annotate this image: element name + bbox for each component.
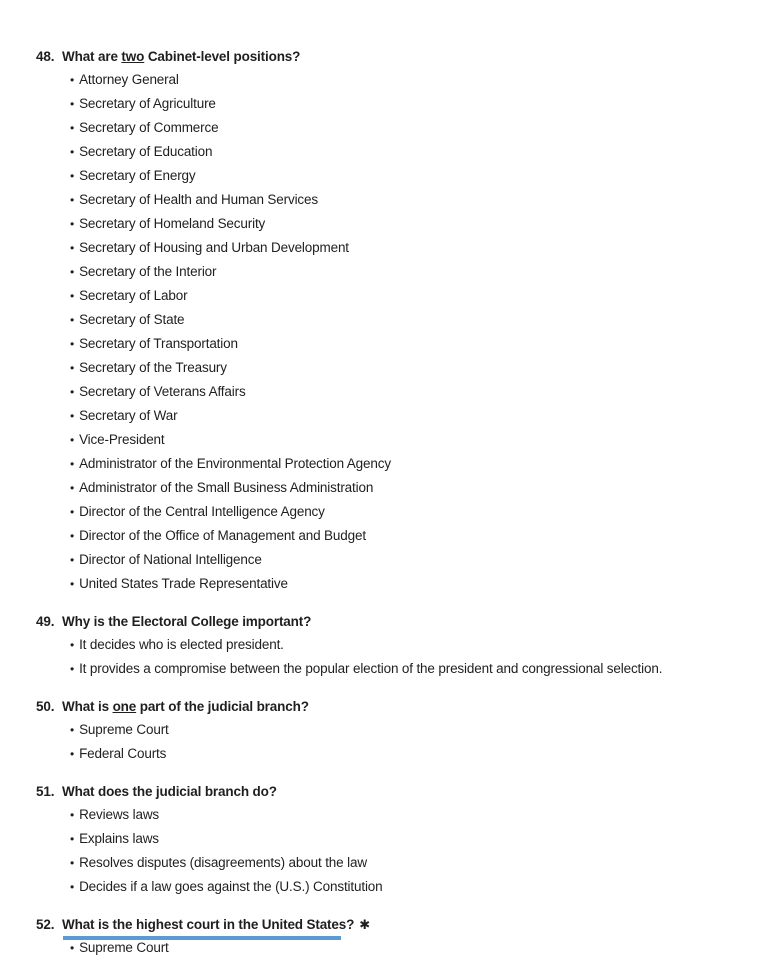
answer-item <box>70 524 728 548</box>
question-text-segment: Cabinet-level positions? <box>144 49 301 64</box>
bullet-icon: • <box>70 313 75 327</box>
answer-text: Supreme Court <box>79 722 169 737</box>
answer-text: Explains laws <box>79 831 159 846</box>
answer-text: Resolves disputes (disagreements) about the law <box>79 855 367 870</box>
question-number: 52. <box>36 917 55 932</box>
bullet-icon: • <box>70 385 75 399</box>
question-text-segment: part of the judicial branch? <box>136 699 309 714</box>
answer-text: Administrator of the Environmental Protection Agency <box>79 456 391 471</box>
answer-item <box>70 827 728 851</box>
answer-item <box>70 428 728 452</box>
answers-list <box>36 803 728 899</box>
answer-text: Attorney General <box>79 72 179 87</box>
question-block <box>36 695 728 766</box>
answer-item <box>70 476 728 500</box>
answer-item <box>70 572 728 596</box>
star-icon: ✱ <box>359 917 370 932</box>
answer-item <box>70 92 728 116</box>
answer-text: Secretary of Transportation <box>79 336 238 351</box>
question-number: 48. <box>36 49 55 64</box>
bullet-icon: • <box>70 553 75 567</box>
question-number: 49. <box>36 614 55 629</box>
answer-text: Secretary of Commerce <box>79 120 219 135</box>
answer-item <box>70 260 728 284</box>
answers-list <box>36 68 728 596</box>
answer-item <box>70 500 728 524</box>
underlined-word: two <box>121 49 145 64</box>
bullet-icon: • <box>70 241 75 255</box>
answers-list <box>36 718 728 766</box>
bullet-icon: • <box>70 662 75 676</box>
answer-item <box>70 380 728 404</box>
question-text <box>62 913 370 936</box>
answer-item <box>70 356 728 380</box>
bullet-icon: • <box>70 723 75 737</box>
question-text <box>62 695 309 718</box>
answer-item <box>70 236 728 260</box>
bullet-icon: • <box>70 337 75 351</box>
question-block <box>36 45 728 596</box>
answer-text: Federal Courts <box>79 746 167 761</box>
bullet-icon: • <box>70 193 75 207</box>
question-line <box>36 913 728 936</box>
question-text-segment: What does the judicial branch do? <box>62 784 277 799</box>
question-line <box>36 780 728 803</box>
bullet-icon: • <box>70 265 75 279</box>
answer-text: Secretary of Agriculture <box>79 96 216 111</box>
answer-item <box>70 742 728 766</box>
question-line <box>36 695 728 718</box>
answer-item <box>70 164 728 188</box>
question-text <box>62 45 300 68</box>
bullet-icon: • <box>70 481 75 495</box>
bullet-icon: • <box>70 169 75 183</box>
bullet-icon: • <box>70 145 75 159</box>
answer-item <box>70 657 728 681</box>
answer-text: Director of the Office of Management and Budget <box>79 528 366 543</box>
answer-text: Secretary of Education <box>79 144 213 159</box>
answer-text: Decides if a law goes against the (U.S.) Constitution <box>79 879 383 894</box>
answer-text: It provides a compromise between the popular election of the president and congressional selection. <box>79 661 663 676</box>
answer-item <box>70 633 728 657</box>
answer-text: It decides who is elected president. <box>79 637 284 652</box>
bullet-icon: • <box>70 856 75 870</box>
bullet-icon: • <box>70 880 75 894</box>
bullet-icon: • <box>70 505 75 519</box>
answer-text: Secretary of the Interior <box>79 264 217 279</box>
answer-item <box>70 212 728 236</box>
answer-item <box>70 803 728 827</box>
answer-text: Secretary of Housing and Urban Development <box>79 240 349 255</box>
answer-text: Director of National Intelligence <box>79 552 262 567</box>
answer-item <box>70 68 728 92</box>
answer-item <box>70 284 728 308</box>
bullet-icon: • <box>70 941 75 955</box>
bullet-icon: • <box>70 529 75 543</box>
question-line <box>36 45 728 68</box>
answer-text: Reviews laws <box>79 807 160 822</box>
answer-item <box>70 308 728 332</box>
answers-list <box>36 633 728 681</box>
questions-list <box>36 45 728 960</box>
bullet-icon: • <box>70 457 75 471</box>
answer-text: Supreme Court <box>79 940 169 955</box>
bullet-icon: • <box>70 832 75 846</box>
bullet-icon: • <box>70 808 75 822</box>
bullet-icon: • <box>70 638 75 652</box>
answer-text: Secretary of the Treasury <box>79 360 227 375</box>
answer-item <box>70 718 728 742</box>
answer-item <box>70 332 728 356</box>
question-text-segment: What is the highest court in the United States? <box>62 917 355 932</box>
answer-item <box>70 140 728 164</box>
bullet-icon: • <box>70 289 75 303</box>
bullet-icon: • <box>70 73 75 87</box>
underlined-word: one <box>112 699 137 714</box>
answer-text: Secretary of Energy <box>79 168 196 183</box>
question-block <box>36 780 728 899</box>
answer-text: Vice-President <box>79 432 165 447</box>
answer-item <box>70 116 728 140</box>
answer-text: United States Trade Representative <box>79 576 288 591</box>
bullet-icon: • <box>70 433 75 447</box>
cutoff-blue-bar <box>63 936 341 940</box>
answer-item <box>70 875 728 899</box>
answer-item <box>70 851 728 875</box>
answer-text: Secretary of Labor <box>79 288 188 303</box>
answer-item <box>70 404 728 428</box>
bullet-icon: • <box>70 361 75 375</box>
answer-item <box>70 548 728 572</box>
bullet-icon: • <box>70 97 75 111</box>
question-number: 51. <box>36 784 55 799</box>
question-block <box>36 610 728 681</box>
bullet-icon: • <box>70 217 75 231</box>
answer-text: Secretary of State <box>79 312 185 327</box>
bullet-icon: • <box>70 121 75 135</box>
question-text <box>62 780 277 803</box>
answer-text: Administrator of the Small Business Administration <box>79 480 374 495</box>
bullet-icon: • <box>70 747 75 761</box>
question-text-segment: What are <box>62 49 122 64</box>
question-text <box>62 610 311 633</box>
answer-text: Secretary of War <box>79 408 178 423</box>
answer-text: Secretary of Health and Human Services <box>79 192 318 207</box>
question-number: 50. <box>36 699 55 714</box>
question-text-segment: What is <box>62 699 113 714</box>
answer-text: Secretary of Veterans Affairs <box>79 384 246 399</box>
answer-item <box>70 188 728 212</box>
answer-item <box>70 452 728 476</box>
answer-text: Director of the Central Intelligence Agency <box>79 504 325 519</box>
question-line <box>36 610 728 633</box>
answer-text: Secretary of Homeland Security <box>79 216 266 231</box>
question-text-segment: Why is the Electoral College important? <box>62 614 312 629</box>
bullet-icon: • <box>70 577 75 591</box>
bullet-icon: • <box>70 409 75 423</box>
